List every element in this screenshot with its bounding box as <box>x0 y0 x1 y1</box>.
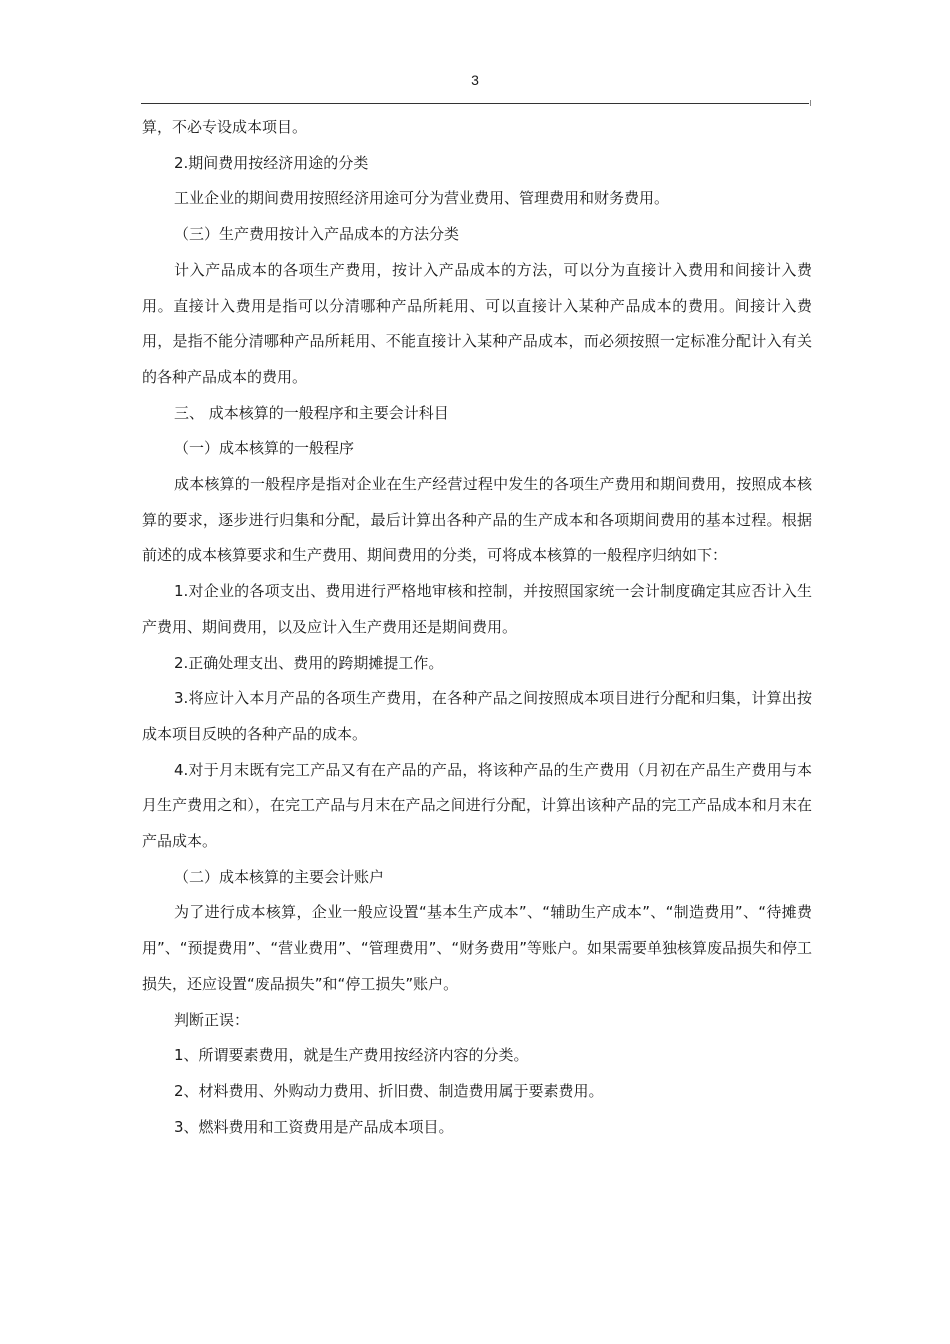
paragraph-continuation: 算，不必专设成本项目。 <box>142 118 308 136</box>
question-2: 2、材料费用、外购动力费用、折旧费、制造费用属于要素费用。 <box>174 1081 604 1100</box>
list-item-2: 2.正确处理支出、费用的跨期摊提工作。 <box>174 653 444 672</box>
subheading-cost-inclusion-method: （三）生产费用按计入产品成本的方法分类 <box>174 225 460 244</box>
header-rule-end-mark <box>808 100 811 106</box>
paragraph-direct-indirect-costs: 计入产品成本的各项生产费用，按计入产品成本的方法，可以分为直接计入费用和间接计入费用。直接计入费用是指可以分清哪种产品所耗用、可以直接计入某种产品成本的费用。间接计入费用，是指不能分清哪种产品所耗用、不能直接计入某种产品成本，而必须按照一定标准分配计入有关的各种产品成本的费用。 <box>142 260 812 386</box>
document-body <box>142 110 812 1145</box>
paragraph-period-expense: 工业企业的期间费用按照经济用途可分为营业费用、管理费用和财务费用。 <box>174 189 670 208</box>
paragraph-main-accounts: 为了进行成本核算，企业一般应设置“基本生产成本”、“辅助生产成本”、“制造费用”、“待摊费用”、“预提费用”、“营业费用”、“管理费用”、“财务费用”等账户。如果需要单独核算废品损失和停工损失，还应设置“废品损失”和“停工损失”账户。 <box>142 903 812 993</box>
question-1: 1、所谓要素费用，就是生产费用按经济内容的分类。 <box>174 1046 529 1065</box>
page-number: 3 <box>471 72 479 88</box>
list-item-1: 1.对企业的各项支出、费用进行严格地审核和控制，并按照国家统一会计制度确定其应否计入生产费用、期间费用，以及应计入生产费用还是期间费用。 <box>142 582 812 636</box>
heading-true-false: 判断正误： <box>174 1010 250 1029</box>
section-heading-cost-accounting-procedure: 三、 成本核算的一般程序和主要会计科目 <box>174 403 449 422</box>
question-3: 3、燃料费用和工资费用是产品成本项目。 <box>174 1117 454 1136</box>
paragraph-general-procedure: 成本核算的一般程序是指对企业在生产经营过程中发生的各项生产费用和期间费用，按照成本核算的要求，逐步进行归集和分配，最后计算出各种产品的生产成本和各项期间费用的基本过程。根据前述的成本核算要求和生产费用、期间费用的分类，可将成本核算的一般程序归纳如下： <box>142 475 812 565</box>
header-rule <box>141 103 809 104</box>
list-item-3: 3.将应计入本月产品的各项生产费用，在各种产品之间按照成本项目进行分配和归集，计算出按成本项目反映的各种产品的成本。 <box>142 689 812 743</box>
subheading-period-expense-classification: 2.期间费用按经济用途的分类 <box>174 153 369 172</box>
subheading-general-procedure: （一）成本核算的一般程序 <box>174 439 355 458</box>
list-item-4: 4.对于月末既有完工产品又有在产品的产品，将该种产品的生产费用（月初在产品生产费用与本月生产费用之和），在完工产品与月末在产品之间进行分配，计算出该种产品的完工产品成本和月末在产品成本。 <box>142 760 812 851</box>
subheading-main-accounts: （二）成本核算的主要会计账户 <box>174 867 385 886</box>
